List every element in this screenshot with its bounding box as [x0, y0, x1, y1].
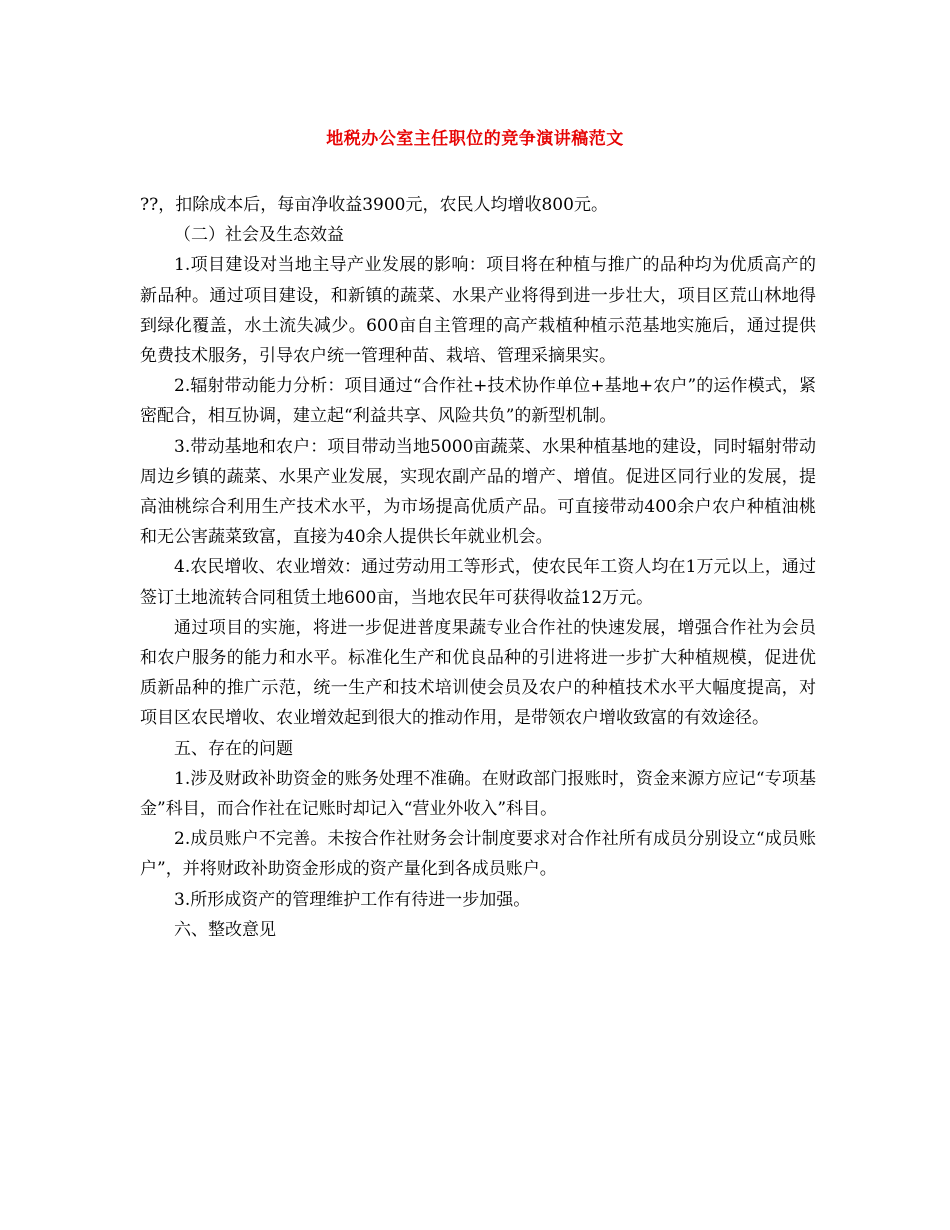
paragraph-radiation-capacity: 2.辐射带动能力分析：项目通过“合作社+技术协作单位+基地+农户”的运作模式，紧密配合，相互协调，建立起“利益共享、风险共负”的新型机制。: [140, 376, 816, 427]
document-title: 地税办公室主任职位的竞争演讲稿范文: [326, 129, 624, 149]
paragraph-problem-1: 1.涉及财政补助资金的账务处理不准确。在财政部门报账时，资金来源方应记“专项基金”科目，而合作社在记账时却记入“营业外收入”科目。: [140, 768, 816, 820]
paragraph-driving-bases: 3.带动基地和农户：项目带动当地5000亩蔬菜、水果种植基地的建设，同时辐射带动周边乡镇的蔬菜、水果产业发展，实现农副产品的增产、增值。促进区同行业的发展，提高油桃综合利用生产技术水平，为市场提高优质产品。可直接带动400余户农户种植油桃和无公害蔬菜致富，直接为40余人提供长年就业机会。: [140, 436, 816, 548]
paragraph-problem-2: 2.成员账户不完善。未按合作社财务会计制度要求对合作社所有成员分别设立“成员账户”，并将财政补助资金形成的资产量化到各成员账户。: [140, 829, 816, 880]
paragraph-industry-impact: 1.项目建设对当地主导产业发展的影响：项目将在种植与推广的品种均为优质高产的新品种。通过项目建设，和新镇的蔬菜、水果产业将得到进一步壮大，项目区荒山林地得到绿化覆盖，水土流失减少。600亩自主管理的高产栽植种植示范基地实施后，通过提供免费技术服务，引导农户统一管理种苗、栽培、管理采摘果实。: [140, 255, 816, 367]
document-body: [140, 190, 816, 945]
paragraph-project-implementation: 通过项目的实施，将进一步促进普度果蔬专业合作社的快速发展，增强合作社为会员和农户服务的能力和水平。标准化生产和优良品种的引进将进一步扩大种植规模，促进优质新品种的推广示范，统一生产和技术培训使会员及农户的种植技术水平大幅度提高，对项目区农民增收、农业增效起到很大的推动作用，是带领农户增收致富的有效途径。: [140, 617, 816, 729]
section-heading-existing-problems: 五、存在的问题: [174, 738, 293, 759]
section-heading-rectification: 六、整改意见: [174, 919, 276, 940]
paragraph-0: ??，扣除成本后，每亩净收益3900元，农民人均增收800元。: [140, 195, 608, 215]
paragraph-income-increase: 4.农民增收、农业增效：通过劳动用工等形式，使农民年工资人均在1万元以上，通过签订土地流转合同租赁土地600亩，当地农民年可获得收益12万元。: [140, 557, 816, 608]
section-heading-social-ecological: （二）社会及生态效益: [174, 225, 344, 246]
paragraph-problem-3: 3.所形成资产的管理维护工作有待进一步加强。: [174, 889, 531, 910]
